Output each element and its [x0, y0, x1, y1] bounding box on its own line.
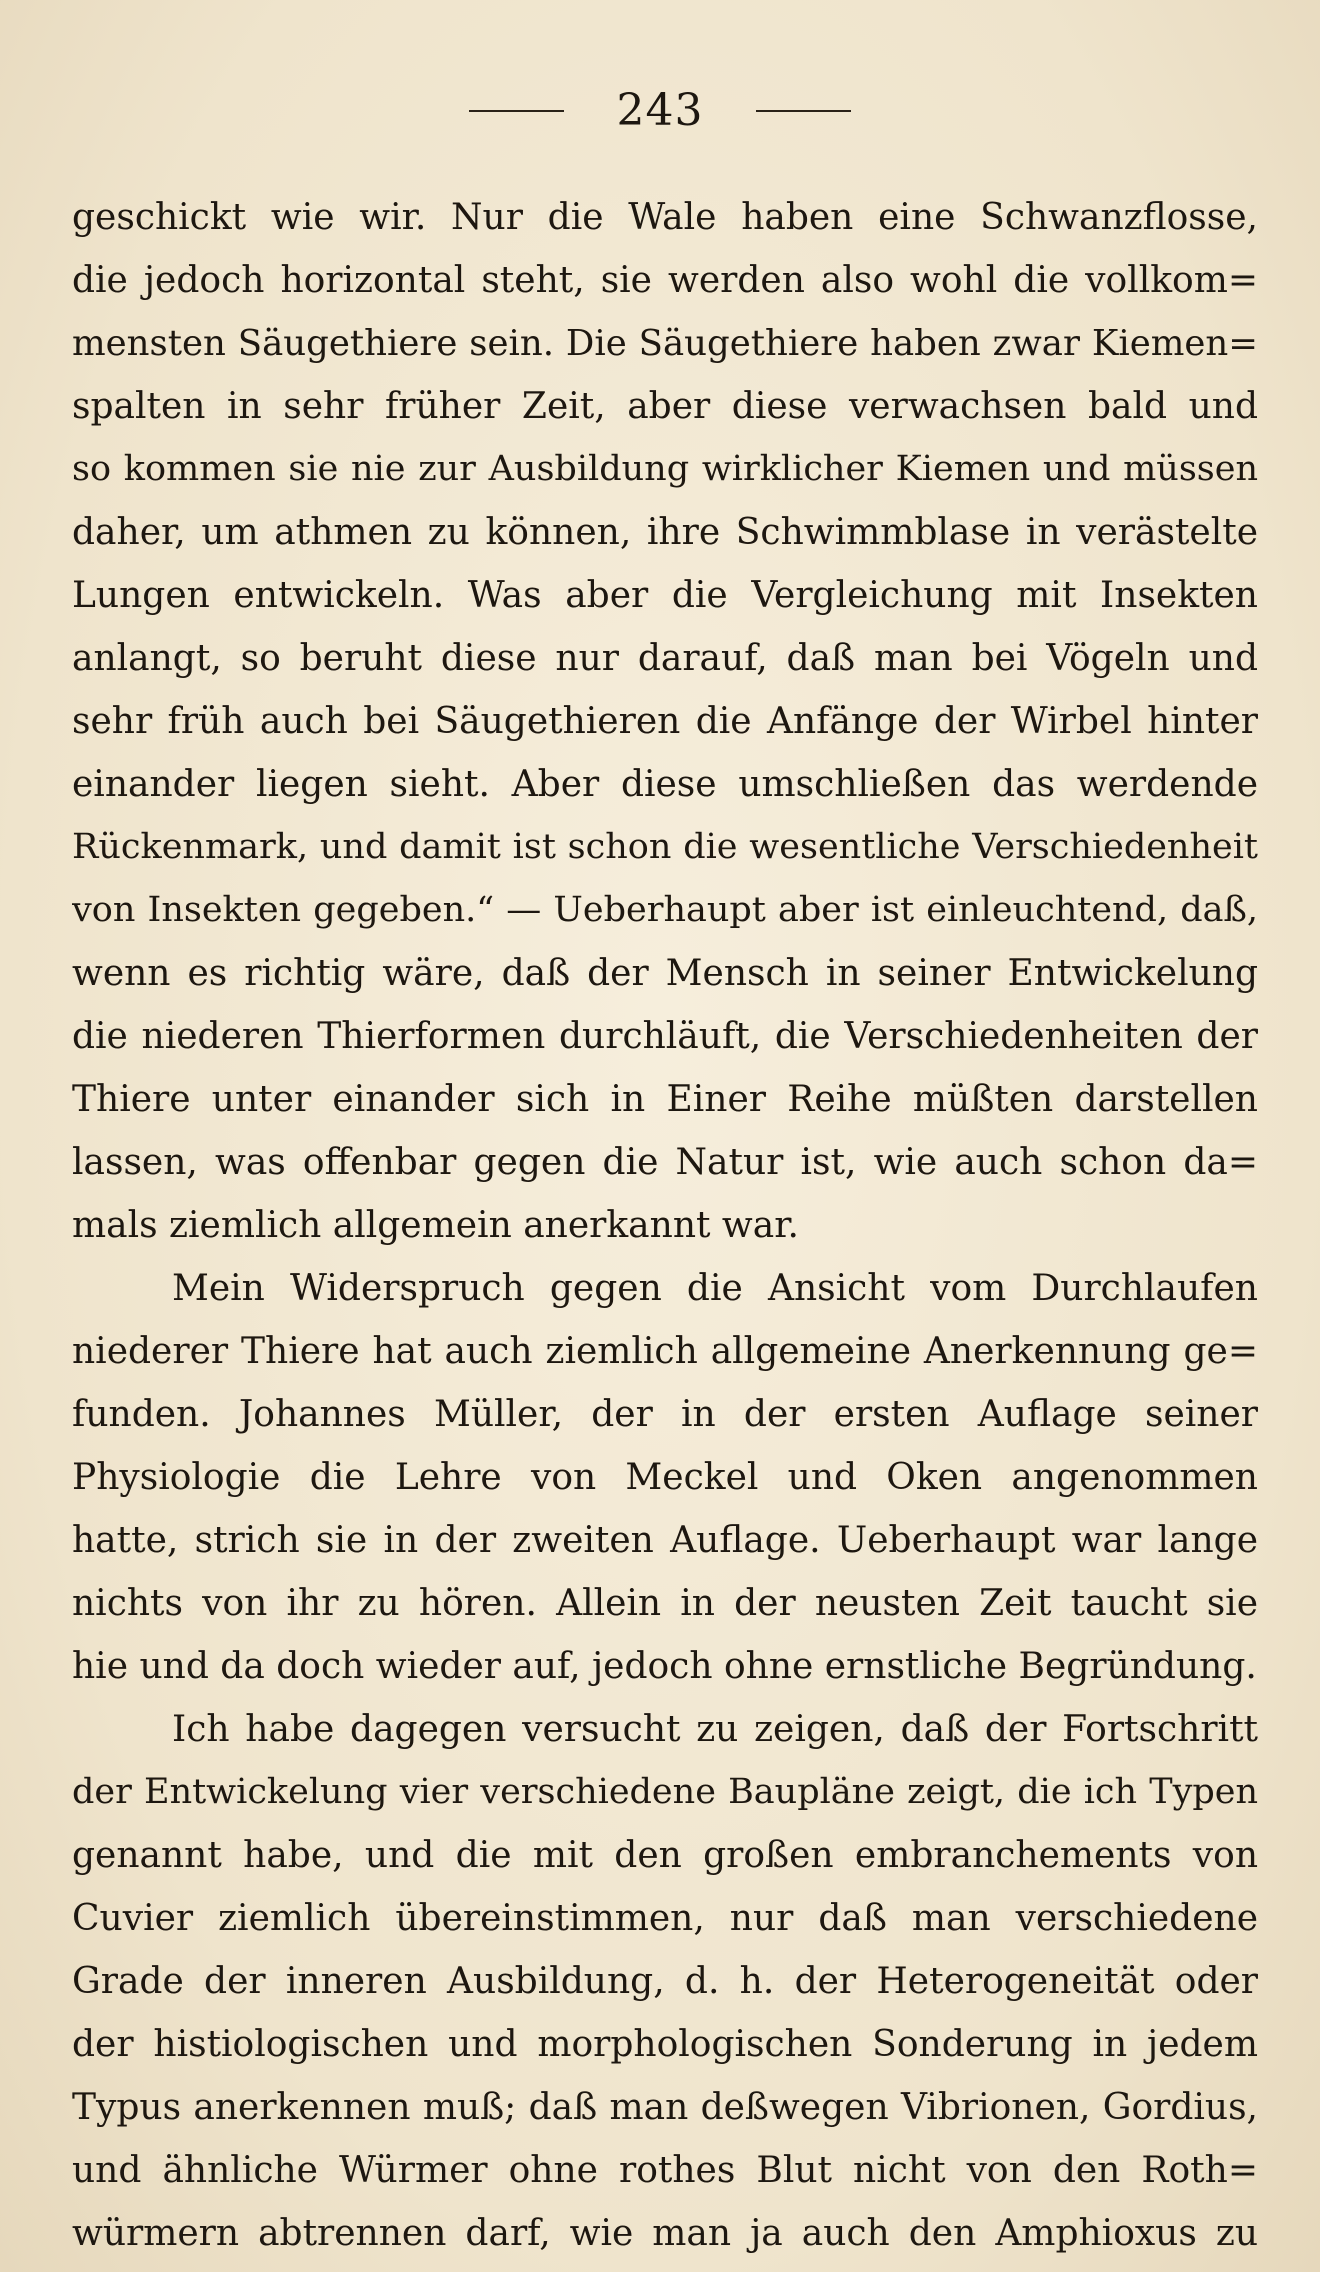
- text-line: sehr früh auch bei Säugethieren die Anfänge der Wirbel hinter: [72, 701, 1258, 742]
- text-line: hatte, strich sie in der zweiten Auflage. Ueberhaupt war lange: [72, 1520, 1258, 1561]
- text-line: einander liegen sieht. Aber diese umschließen das werdende: [72, 764, 1258, 805]
- body-text: [72, 186, 1258, 2265]
- text-line: die jedoch horizontal steht, sie werden also wohl die vollkom=: [72, 260, 1258, 301]
- text-line: so kommen sie nie zur Ausbildung wirklicher Kiemen und müssen: [72, 449, 1258, 489]
- text-line: lassen, was offenbar gegen die Natur ist, wie auch schon da=: [72, 1142, 1258, 1183]
- text-line: geschickt wie wir. Nur die Wale haben eine Schwanzflosse,: [72, 197, 1258, 238]
- text-line: Grade der inneren Ausbildung, d. h. der Heterogeneität oder: [72, 1961, 1258, 2002]
- text-line: Physiologie die Lehre von Meckel und Oken angenommen: [72, 1457, 1258, 1498]
- text-line: spalten in sehr früher Zeit, aber diese verwachsen bald und: [72, 386, 1258, 427]
- page-header: [0, 78, 1320, 141]
- header-rule-right: [756, 110, 851, 112]
- text-line: anlangt, so beruht diese nur darauf, daß man bei Vögeln und: [72, 638, 1258, 679]
- header-rule-left: [469, 110, 564, 112]
- text-line: Mein Widerspruch gegen die Ansicht vom Durchlaufen: [172, 1268, 1258, 1309]
- text-line: mensten Säugethiere sein. Die Säugethiere haben zwar Kiemen=: [72, 323, 1258, 364]
- text-line: hie und da doch wieder auf, jedoch ohne ernstliche Begründung.: [72, 1646, 1257, 1687]
- text-line: funden. Johannes Müller, der in der ersten Auflage seiner: [72, 1394, 1258, 1435]
- text-line: die niederen Thierformen durchläuft, die Verschiedenheiten der: [72, 1016, 1258, 1057]
- text-line: der Entwickelung vier verschiedene Baupläne zeigt, die ich Typen: [72, 1772, 1258, 1812]
- text-line: Rückenmark, und damit ist schon die wesentliche Verschiedenheit: [72, 827, 1258, 867]
- text-line: nichts von ihr zu hören. Allein in der neusten Zeit taucht sie: [72, 1583, 1258, 1624]
- text-line: Typus anerkennen muß; daß man deßwegen Vibrionen, Gordius,: [72, 2087, 1258, 2128]
- text-line: genannt habe, und die mit den großen embranchements von: [72, 1835, 1258, 1876]
- text-line: Ich habe dagegen versucht zu zeigen, daß der Fortschritt: [172, 1709, 1258, 1750]
- text-line: Cuvier ziemlich übereinstimmen, nur daß man verschiedene: [72, 1898, 1258, 1939]
- text-line: würmern abtrennen darf, wie man ja auch den Amphioxus zu: [72, 2213, 1258, 2254]
- text-line: von Insekten gegeben.“ — Ueberhaupt aber ist einleuchtend, daß,: [72, 890, 1258, 930]
- text-line: der histiologischen und morphologischen Sonderung in jedem: [72, 2024, 1258, 2065]
- page-number: 243: [616, 84, 704, 136]
- text-line: daher, um athmen zu können, ihre Schwimmblase in verästelte: [72, 512, 1258, 553]
- text-line: und ähnliche Würmer ohne rothes Blut nicht von den Roth=: [72, 2150, 1258, 2191]
- text-line: Lungen entwickeln. Was aber die Vergleichung mit Insekten: [72, 575, 1258, 616]
- text-line: mals ziemlich allgemein anerkannt war.: [72, 1205, 799, 1246]
- text-line: wenn es richtig wäre, daß der Mensch in seiner Entwickelung: [72, 953, 1258, 994]
- text-line: niederer Thiere hat auch ziemlich allgemeine Anerkennung ge=: [72, 1331, 1258, 1372]
- text-line: Thiere unter einander sich in Einer Reihe müßten darstellen: [72, 1079, 1258, 1120]
